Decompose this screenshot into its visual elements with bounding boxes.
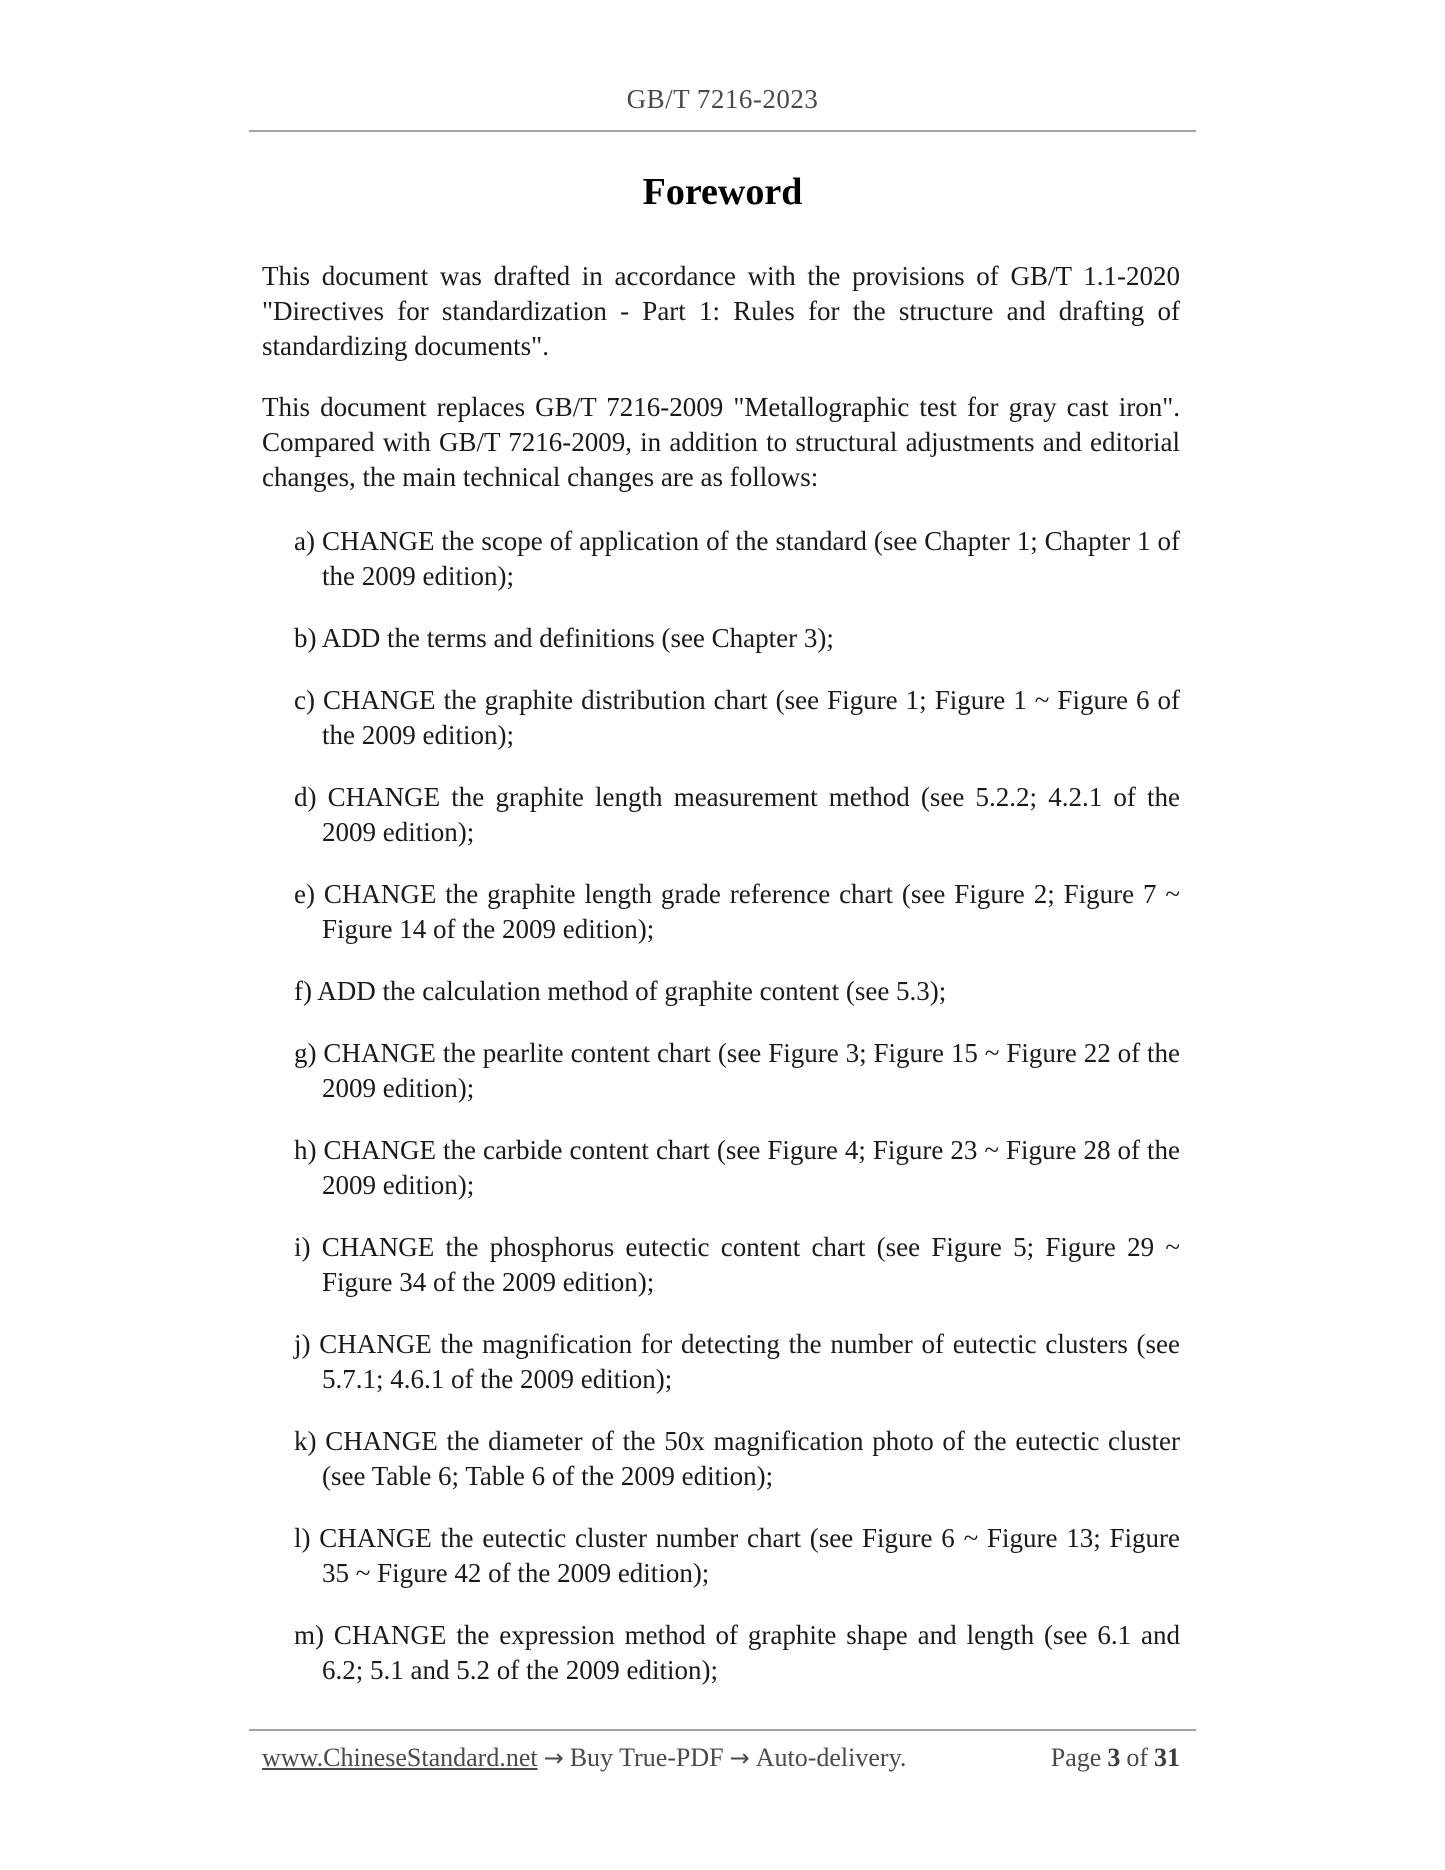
item-label: d) — [294, 782, 317, 812]
change-item-l — [294, 1521, 1180, 1591]
paragraph-replaces: This document replaces GB/T 7216-2009 "Metallographic test for gray cast iron". Compared with GB/T 7216-2009, in addition to structural adjustments and editorial changes, the main technical changes are as follows: — [262, 392, 1180, 492]
change-item-i — [294, 1230, 1181, 1300]
change-item-j — [294, 1327, 1180, 1397]
item-label: c) — [294, 685, 315, 715]
right-arrow-icon: → — [729, 1744, 750, 1772]
footer-divider — [249, 1729, 1196, 1731]
buy-pdf-label: Buy True-PDF — [569, 1743, 724, 1772]
item-text: CHANGE the eutectic cluster number chart (see Figure 6 ~ Figure 13; Figure 35 ~ Figure 42 of the 2009 edition); — [319, 1523, 1180, 1588]
item-text: CHANGE the pearlite content chart (see Figure 3; Figure 15 ~ Figure 22 of the 2009 edition); — [322, 1038, 1181, 1103]
item-label: b) — [294, 623, 317, 653]
item-text: CHANGE the magnification for detecting the number of eutectic clusters (see 5.7.1; 4.6.1 of the 2009 edition); — [319, 1329, 1180, 1394]
item-text: ADD the calculation method of graphite content (see 5.3); — [317, 976, 947, 1006]
page-indicator — [1051, 1742, 1180, 1774]
item-label: k) — [294, 1426, 317, 1456]
footer-left — [262, 1742, 906, 1774]
item-label: j) — [294, 1329, 311, 1359]
item-label: m) — [294, 1620, 324, 1650]
item-label: h) — [294, 1135, 317, 1165]
item-text: CHANGE the expression method of graphite shape and length (see 6.1 and 6.2; 5.1 and 5.2 of the 2009 edition); — [322, 1620, 1181, 1685]
document-number: GB/T 7216-2023 — [626, 84, 819, 114]
change-item-h — [294, 1133, 1181, 1203]
page-footer — [262, 1742, 1180, 1774]
website-link[interactable]: www.ChineseStandard.net — [262, 1743, 538, 1772]
item-text: CHANGE the graphite length measurement method (see 5.2.2; 4.2.1 of the 2009 edition); — [322, 782, 1180, 847]
header-divider — [249, 130, 1196, 132]
item-text: CHANGE the graphite length grade reference chart (see Figure 2; Figure 7 ~ Figure 14 of the 2009 edition); — [322, 879, 1180, 944]
of-label: of — [1126, 1743, 1148, 1772]
change-item-e — [294, 877, 1180, 947]
change-item-g — [294, 1036, 1181, 1106]
change-item-a — [294, 524, 1181, 594]
page-total: 31 — [1154, 1743, 1180, 1772]
item-text: CHANGE the diameter of the 50x magnification photo of the eutectic cluster (see Table 6; Table 6 of the 2009 edition); — [322, 1426, 1180, 1491]
change-item-d — [294, 780, 1180, 850]
page-label: Page — [1050, 1743, 1102, 1772]
item-text: CHANGE the graphite distribution chart (see Figure 1; Figure 1 ~ Figure 6 of the 2009 edition); — [322, 685, 1180, 750]
item-label: l) — [294, 1523, 311, 1553]
change-item-f — [294, 974, 1180, 1009]
item-text: CHANGE the carbide content chart (see Figure 4; Figure 23 ~ Figure 28 of the 2009 edition); — [322, 1135, 1181, 1200]
item-text: CHANGE the scope of application of the standard (see Chapter 1; Chapter 1 of the 2009 edition); — [321, 526, 1181, 591]
paragraph-drafting: This document was drafted in accordance with the provisions of GB/T 1.1-2020 "Directives for standardization - Part 1: Rules for the structure and drafting of standardizing documents". — [262, 261, 1180, 361]
auto-delivery-label: Auto-delivery. — [755, 1743, 907, 1772]
change-item-b — [294, 621, 1180, 656]
item-label: e) — [294, 879, 315, 909]
item-label: a) — [294, 526, 315, 556]
change-item-m — [294, 1618, 1181, 1688]
item-label: f) — [294, 976, 312, 1006]
item-label: g) — [294, 1038, 317, 1068]
right-arrow-icon: → — [543, 1744, 564, 1772]
item-label: i) — [294, 1232, 311, 1262]
item-text: CHANGE the phosphorus eutectic content chart (see Figure 5; Figure 29 ~ Figure 34 of the 2009 edition); — [321, 1232, 1181, 1297]
change-item-k — [294, 1424, 1180, 1494]
page-current: 3 — [1107, 1743, 1121, 1772]
document-body — [262, 259, 1180, 1715]
change-item-c — [294, 683, 1180, 753]
item-text: ADD the terms and definitions (see Chapter 3); — [321, 623, 834, 653]
page-title: Foreword — [642, 171, 803, 213]
